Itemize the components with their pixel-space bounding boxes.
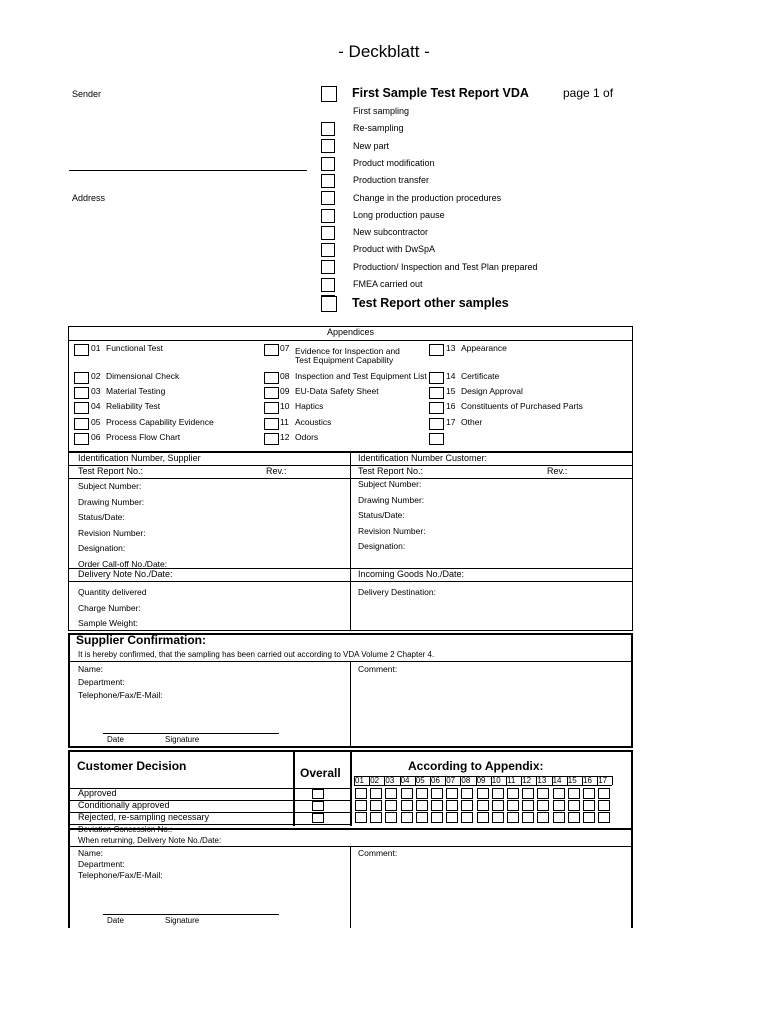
appendix-number-header: 11 [507,776,516,785]
appendix-checkbox[interactable] [264,344,279,356]
appendix-decision-checkbox[interactable] [401,800,413,811]
appendix-label: Evidence for Inspection and [295,346,400,356]
customer-contact-label: Department: [78,859,125,869]
supplier-signature-label: Signature [165,735,200,744]
appendix-label: Material Testing [106,386,166,396]
delivery-field-label: Sample Weight: [78,618,138,628]
appendix-number: 04 [91,401,101,411]
appendix-decision-checkbox[interactable] [492,788,504,799]
appendix-label: Process Capability Evidence [106,417,214,427]
option-label: Product modification [353,157,435,168]
appendix-decision-checkbox[interactable] [537,812,549,823]
appendix-decision-checkbox[interactable] [492,812,504,823]
appendix-decision-title: According to Appendix: [408,759,544,773]
delivery-field-label: Quantity delivered [78,587,147,597]
appendix-decision-checkbox[interactable] [598,800,610,811]
appendix-number: 06 [91,432,101,442]
appendix-checkbox[interactable] [74,402,89,414]
customer-field-label: Designation: [358,541,406,552]
appendix-decision-checkbox[interactable] [431,812,443,823]
appendix-decision-checkbox[interactable] [416,788,428,799]
appendix-decision-checkbox[interactable] [568,800,580,811]
overall-checkbox[interactable] [312,813,324,823]
appendix-number-header: 05 [415,776,425,785]
appendix-number-header: 07 [446,776,456,785]
appendix-decision-checkbox[interactable] [522,788,534,799]
appendix-decision-checkbox[interactable] [446,812,458,823]
appendix-checkbox[interactable] [264,433,279,445]
appendix-decision-checkbox[interactable] [431,788,443,799]
appendix-number-header: 08 [461,776,471,785]
supplier-field-label: Subject Number: [78,481,142,491]
option-label: First sampling [353,106,410,116]
option-checkbox[interactable] [321,191,335,205]
appendix-number-header: 14 [552,776,562,785]
supplier-id-title: Identification Number, Supplier [78,453,201,463]
appendix-number: 10 [280,401,290,411]
option-label: New part [353,140,390,151]
returning-label: When returning, Delivery Note No./Date: [78,836,222,845]
decision-row-label: Rejected, re-sampling necessary [78,812,210,822]
appendix-decision-checkbox[interactable] [507,788,519,799]
appendix-number: 12 [280,432,290,442]
appendix-decision-checkbox[interactable] [568,788,580,799]
customer-field-label: Status/Date: [358,510,405,521]
appendix-checkbox[interactable] [429,344,444,356]
customer-signature-line [103,914,279,915]
appendix-label: Inspection and Test Equipment List [295,371,427,381]
option-label: New subcontractor [353,227,429,238]
appendix-decision-checkbox[interactable] [355,788,367,799]
appendix-label: Certificate [461,371,500,381]
option-checkbox[interactable] [321,209,335,223]
customer-field-label: Drawing Number: [358,494,425,505]
customer-comment-label: Comment: [358,848,398,858]
appendix-decision-checkbox[interactable] [477,812,489,823]
appendix-number-header: 02 [370,776,380,785]
supplier-field-label: Revision Number: [78,527,146,538]
appendix-number-header: 15 [567,776,577,785]
appendix-label-2: Test Equipment Capability [295,355,394,365]
appendix-decision-checkbox[interactable] [568,812,580,823]
supplier-field-label: Drawing Number: [78,496,145,507]
page-title: - Deckblatt - [338,42,430,61]
customer-decision-title: Customer Decision [77,759,187,773]
deviation-label: Deviation Concession No.: [78,825,173,834]
sender-line [69,170,307,171]
appendix-checkbox[interactable] [264,418,279,430]
appendix-decision-checkbox[interactable] [355,812,367,823]
overall-label: Overall [300,766,341,780]
appendix-number: 17 [446,417,456,427]
appendix-decision-checkbox[interactable] [370,788,382,799]
overall-checkbox[interactable] [312,801,324,811]
customer-contact-label: Name: [78,848,104,858]
appendix-number: 03 [91,386,101,396]
delivery-destination-label: Delivery Destination: [358,587,436,597]
appendix-decision-checkbox[interactable] [385,800,397,811]
customer-date-label: Date [107,916,124,925]
appendix-checkbox[interactable] [264,372,279,384]
appendix-number: 16 [446,401,456,411]
appendix-checkbox[interactable] [429,387,444,399]
appendix-label: EU-Data Safety Sheet [295,386,379,396]
supplier-field-label: Designation: [78,543,126,554]
customer-field-label: Revision Number: [358,525,426,536]
appendix-decision-checkbox[interactable] [461,812,473,823]
option-label: FMEA carried out [353,279,423,289]
option-label: Long production pause [353,209,445,220]
appendix-label: Odors [295,432,319,442]
overall-checkbox[interactable] [312,789,324,799]
appendix-number: 01 [91,343,101,353]
option-checkbox[interactable] [321,278,335,292]
appendix-decision-checkbox[interactable] [598,788,610,799]
supplier-comment-label: Comment: [358,664,398,674]
appendix-checkbox[interactable] [429,433,444,445]
report-title: First Sample Test Report VDA [352,86,529,100]
option-checkbox[interactable] [321,260,335,274]
appendix-label: Reliability Test [106,401,161,411]
supplier-contact-label: Telephone/Fax/E-Mail: [78,690,163,700]
customer-field-label: Subject Number: [358,479,422,489]
option-checkbox[interactable] [321,157,335,171]
appendix-label: Other [461,417,483,427]
appendix-number-header: 03 [385,776,395,785]
page-label: page 1 of [563,86,614,100]
appendix-number: 09 [280,386,290,396]
appendix-decision-checkbox[interactable] [385,788,397,799]
supplier-field-label: Status/Date: [78,512,125,523]
appendix-number-header: 12 [522,776,532,785]
sender-label: Sender [72,89,102,99]
appendix-checkbox[interactable] [429,372,444,384]
customer-signature-label: Signature [165,916,200,925]
appendix-number: 14 [446,371,456,381]
option-label: Product with DwSpA [353,244,436,255]
appendix-checkbox[interactable] [429,402,444,414]
appendix-label: Process Flow Chart [106,432,181,442]
appendix-decision-checkbox[interactable] [522,812,534,823]
appendix-checkbox[interactable] [74,418,89,430]
appendix-label: Design Approval [461,386,523,396]
appendix-decision-checkbox[interactable] [461,788,473,799]
appendix-decision-checkbox[interactable] [553,788,565,799]
appendix-decision-checkbox[interactable] [537,800,549,811]
incoming-goods-label: Incoming Goods No./Date: [358,569,465,579]
appendix-decision-checkbox[interactable] [583,800,595,811]
appendix-decision-checkbox[interactable] [492,800,504,811]
appendix-number: 07 [280,343,290,353]
appendix-decision-checkbox[interactable] [446,800,458,811]
appendix-checkbox[interactable] [74,344,89,356]
supplier-field-label: Order Call-off No./Date: [78,559,168,569]
other-samples-label: Test Report other samples [352,296,509,310]
decision-row-label: Approved [78,788,117,798]
appendix-number: 13 [446,343,456,353]
appendices-title: Appendices [326,327,375,337]
appendix-decision-checkbox[interactable] [598,812,610,823]
option-label: Production transfer [353,175,430,186]
appendix-decision-checkbox[interactable] [416,800,428,811]
appendix-decision-checkbox[interactable] [385,812,397,823]
appendix-decision-checkbox[interactable] [401,788,413,799]
supplier-confirmation-text: It is hereby confirmed, that the sampling has been carried out according to VDA Volume 2 Chapter 4. [78,650,435,659]
appendix-label: Acoustics [295,417,332,427]
appendix-decision-checkbox[interactable] [370,812,382,823]
appendix-checkbox[interactable] [429,418,444,430]
option-checkbox[interactable] [321,226,335,240]
decision-row-label: Conditionally approved [78,800,170,810]
appendix-decision-checkbox[interactable] [537,788,549,799]
supplier-signature-line [103,733,279,734]
appendix-decision-checkbox[interactable] [553,800,565,811]
report-checkbox[interactable] [321,86,337,102]
appendix-number-header: 16 [583,776,592,785]
customer-rev: Rev.: [547,466,568,476]
option-checkbox[interactable] [321,243,335,257]
appendix-decision-checkbox[interactable] [507,812,519,823]
appendix-checkbox[interactable] [74,433,89,445]
appendix-decision-checkbox[interactable] [583,788,595,799]
appendix-decision-checkbox[interactable] [522,800,534,811]
appendix-number: 11 [280,417,289,427]
appendix-decision-checkbox[interactable] [583,812,595,823]
appendix-label: Dimensional Check [106,371,180,381]
appendix-decision-checkbox[interactable] [446,788,458,799]
other-samples-checkbox[interactable] [321,296,337,312]
appendix-number-header: 01 [355,776,364,785]
appendix-decision-checkbox[interactable] [461,800,473,811]
appendix-number: 02 [91,371,101,381]
appendix-checkbox[interactable] [264,402,279,414]
appendix-checkbox[interactable] [74,372,89,384]
option-checkbox[interactable] [321,139,335,153]
option-checkbox[interactable] [321,174,335,188]
appendix-checkbox[interactable] [74,387,89,399]
delivery-note-label: Delivery Note No./Date: [78,569,173,579]
supplier-date-label: Date [107,735,124,744]
appendix-checkbox[interactable] [264,387,279,399]
appendix-decision-checkbox[interactable] [401,812,413,823]
supplier-contact-label: Department: [78,677,125,687]
supplier-rev: Rev.: [266,466,287,476]
supplier-confirmation-title: Supplier Confirmation: [76,633,206,647]
appendix-number-header: 09 [476,776,486,785]
appendix-decision-checkbox[interactable] [355,800,367,811]
appendix-label: Functional Test [106,343,164,353]
option-label: Production/ Inspection and Test Plan prepared [353,261,538,272]
option-checkbox[interactable] [321,122,335,136]
appendix-decision-checkbox[interactable] [477,800,489,811]
supplier-test-report-no: Test Report No.: [78,466,144,476]
appendix-decision-checkbox[interactable] [553,812,565,823]
address-label: Address [72,193,106,203]
customer-test-report-no: Test Report No.: [358,466,424,476]
appendix-number: 05 [91,417,101,427]
appendix-number-header: 13 [537,776,547,785]
appendix-label: Haptics [295,401,324,411]
appendix-decision-checkbox[interactable] [507,800,519,811]
appendix-decision-checkbox[interactable] [477,788,489,799]
appendix-decision-checkbox[interactable] [370,800,382,811]
customer-id-title: Identification Number Customer: [358,453,488,463]
appendix-number-header: 17 [598,776,608,785]
appendix-number: 15 [446,386,456,396]
option-label: Re-sampling [353,123,404,134]
appendix-label: Constituents of Purchased Parts [461,401,583,411]
option-label: Change in the production procedures [353,192,502,203]
appendix-number: 08 [280,371,290,381]
appendix-decision-checkbox[interactable] [431,800,443,811]
appendix-number-header: 06 [431,776,440,785]
appendix-number-header: 10 [491,776,501,785]
appendix-label: Appearance [461,343,507,353]
appendix-decision-checkbox[interactable] [416,812,428,823]
customer-contact-label: Telephone/Fax/E-Mail: [78,870,163,880]
supplier-contact-label: Name: [78,664,104,674]
delivery-field-label: Charge Number: [78,602,141,613]
appendix-number-header: 04 [400,776,410,785]
